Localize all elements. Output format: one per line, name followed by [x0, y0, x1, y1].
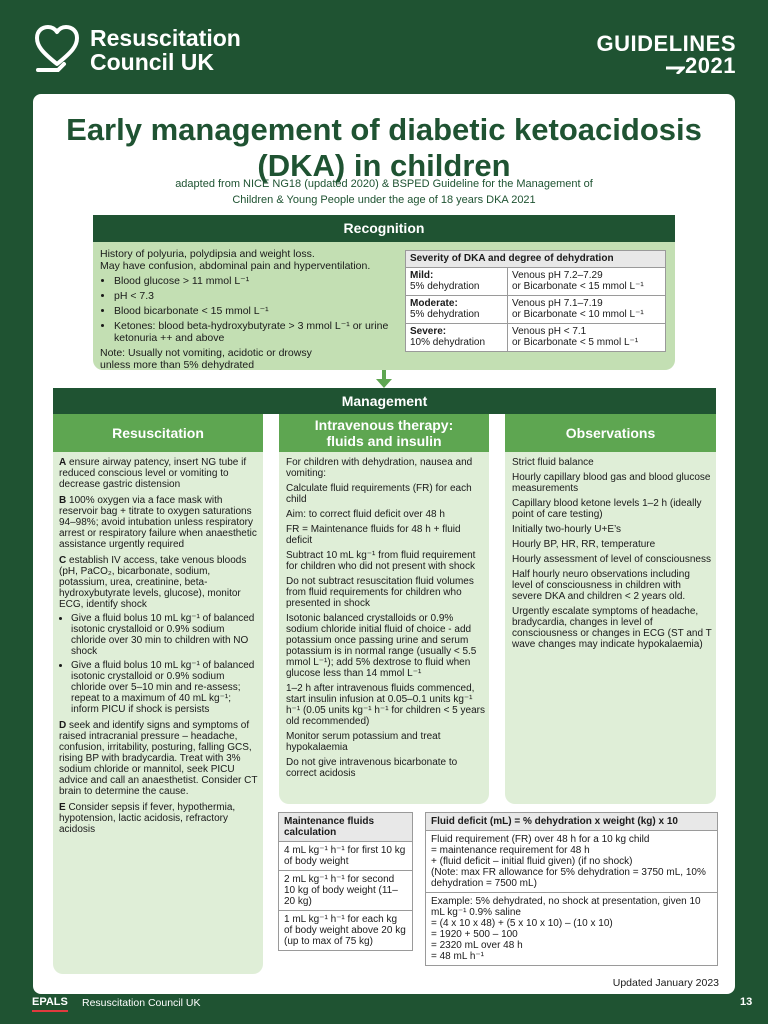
resus-step-a	[59, 457, 259, 490]
iv-paragraph: Subtract 10 mL kg⁻¹ from fluid requirement for children who did not present with shock	[286, 550, 476, 572]
severity-criteria-cell	[508, 267, 666, 295]
epals-logo-underline	[32, 1010, 68, 1012]
deficit-line: = 2320 mL over 48 h	[431, 940, 523, 951]
obs-paragraph: Initially two-hourly U+E’s	[512, 524, 622, 535]
obs-paragraph: Hourly assessment of level of consciousness	[512, 554, 711, 565]
subtitle-line-1: adapted from NICE NG18 (updated 2020) & BSPED Guideline for the Management of	[175, 178, 593, 190]
obs-paragraph: Hourly capillary blood gas and blood glucose measurements	[512, 472, 711, 494]
table-row	[279, 911, 413, 951]
page-number: 13	[740, 996, 753, 1008]
iv-therapy-heading	[279, 414, 489, 452]
management-heading: Management	[53, 388, 716, 414]
recognition-heading: Recognition	[93, 215, 675, 242]
obs-paragraph: Urgently escalate symptoms of headache, bradycardia, changes in level of consciousness or changes in ECG (ST and T wave changes may indicate hypokalaemia)	[512, 606, 712, 650]
maintenance-fluids-table	[278, 812, 413, 951]
severity-criterion: or Bicarbonate < 5 mmol L⁻¹	[512, 337, 639, 348]
step-letter: A	[59, 457, 67, 468]
obs-paragraph: Hourly BP, HR, RR, temperature	[512, 539, 656, 550]
resuscitation-heading: Resuscitation	[53, 414, 263, 452]
deficit-line: = 1920 + 500 – 100	[431, 929, 518, 940]
list-item: • Give a fluid bolus 10 mL kg⁻¹ of balanced isotonic crystalloid or 0.9% sodium chloride over 5–10 min and re-assess; repeat to a maximum of 40 mL kg⁻¹; inform PICU if shock is persists	[71, 660, 259, 715]
deficit-line: Example: 5% dehydrated, no shock at presentation, given 10 mL kg⁻¹ 0.9% saline	[431, 896, 701, 918]
resus-step-c-list	[59, 613, 259, 715]
observations-text	[512, 457, 712, 654]
table-row	[279, 842, 413, 871]
iv-paragraph: Monitor serum potassium and treat hypokalaemia	[286, 731, 441, 753]
org-line-2: Council UK	[90, 49, 214, 75]
iv-paragraph: FR = Maintenance fluids for 48 h + fluid deficit	[286, 524, 461, 546]
guidelines-badge	[597, 33, 736, 77]
severity-level: Mild:	[410, 269, 434, 281]
resus-step-c	[59, 555, 259, 610]
iv-heading-line-1: Intravenous therapy:	[314, 417, 454, 433]
list-item: • Blood bicarbonate < 15 mmol L⁻¹	[114, 305, 400, 317]
maintenance-table-header: Maintenance fluids calculation	[279, 813, 413, 842]
severity-level: Severe:	[410, 325, 447, 337]
severity-level: Moderate:	[410, 297, 458, 309]
deficit-table-header: Fluid deficit (mL) = % dehydration x weight (kg) x 10	[426, 813, 718, 831]
iv-paragraph: Calculate fluid requirements (FR) for each child	[286, 483, 472, 505]
guidelines-year-text: 2021	[685, 53, 736, 78]
title-line-2: (DKA) in children	[257, 148, 511, 183]
step-letter: C	[59, 555, 67, 566]
resus-step-d	[59, 720, 259, 797]
iv-paragraph: Aim: to correct fluid deficit over 48 h	[286, 509, 445, 520]
resuscitation-text	[59, 457, 259, 840]
list-item: • Blood glucose > 11 mmol L⁻¹	[114, 275, 400, 287]
iv-heading-line-2: fluids and insulin	[326, 433, 442, 449]
table-row	[406, 295, 666, 323]
fluid-deficit-table	[425, 812, 718, 966]
guidelines-year	[597, 55, 736, 77]
maintenance-cell: 1 mL kg⁻¹ h⁻¹ for each kg of body weight above 20 kg (up to max of 75 kg)	[279, 911, 413, 951]
step-text: ensure airway patency, insert NG tube if reduced conscious level or vomiting to decrease gastric distension	[59, 457, 247, 490]
step-text: Consider sepsis if fever, hypothermia, hypotension, lactic acidosis, refractory acidosis	[59, 802, 236, 835]
severity-dehydration: 10% dehydration	[410, 337, 486, 348]
maintenance-cell: 2 mL kg⁻¹ h⁻¹ for second 10 kg of body weight (11–20 kg)	[279, 871, 413, 911]
table-row	[426, 831, 718, 893]
deficit-line: Fluid requirement (FR) over 48 h for a 10 kg child	[431, 834, 650, 845]
deficit-line: + (fluid deficit – initial fluid given) (if no shock)	[431, 856, 633, 867]
recognition-list	[100, 275, 400, 344]
recognition-intro-1: History of polyuria, polydipsia and weight loss.	[100, 248, 315, 260]
severity-dehydration: 5% dehydration	[410, 309, 480, 320]
severity-table	[405, 250, 666, 352]
iv-paragraph: Do not give intravenous bicarbonate to correct acidosis	[286, 757, 458, 779]
severity-criteria-cell	[508, 295, 666, 323]
title-line-1: Early management of diabetic ketoacidosis	[66, 112, 702, 147]
page-title	[33, 112, 735, 184]
recognition-intro-2: May have confusion, abdominal pain and hyperventilation.	[100, 260, 371, 272]
iv-paragraph: Isotonic balanced crystalloids or 0.9% sodium chloride initial fluid of choice - add potassium once passing urine and serum potassium is in normal range (usually < 5.5 mmol L⁻¹); add 5% dextrose to fluid when glucose less than 14 mmol L⁻¹	[286, 613, 477, 679]
step-text: 100% oxygen via a face mask with reservoir bag + titrate to oxygen saturations 94–98%; avoid intubation unless respiratory arrest or respiratory failure when anaesthetic assistance urgently required	[59, 495, 257, 550]
deficit-requirement-cell	[426, 831, 718, 893]
arrow-down-icon	[375, 370, 393, 388]
step-letter: B	[59, 495, 67, 506]
severity-table-header: Severity of DKA and degree of dehydration	[406, 251, 666, 268]
recognition-text	[100, 248, 400, 371]
table-row	[406, 323, 666, 351]
severity-criterion: Venous pH 7.2–7.29	[512, 269, 603, 281]
table-row	[279, 871, 413, 911]
step-text: seek and identify signs and symptoms of raised intracranial pressure – headache, confusion, irritability, posturing, falling GCS, rising BP with bradycardia. Treat with 3% sodium chloride or mannitol, seek PICU advice and call an anaesthetist. Consider CT brain to determine the cause.	[59, 720, 258, 797]
iv-therapy-text	[286, 457, 486, 783]
obs-paragraph: Half hourly neuro observations including level of consciousness in children with severe DKA and children < 2 years old.	[512, 569, 690, 602]
severity-criterion: or Bicarbonate < 10 mmol L⁻¹	[512, 309, 644, 320]
severity-dehydration: 5% dehydration	[410, 281, 480, 292]
severity-level-cell	[406, 267, 508, 295]
iv-paragraph: For children with dehydration, nausea and vomiting:	[286, 457, 473, 479]
severity-criterion: or Bicarbonate < 15 mmol L⁻¹	[512, 281, 644, 292]
subtitle-line-2: Children & Young People under the age of 18 years DKA 2021	[232, 193, 536, 206]
severity-level-cell	[406, 295, 508, 323]
severity-level-cell	[406, 323, 508, 351]
step-letter: D	[59, 720, 67, 731]
subtitle	[140, 177, 628, 208]
list-item: • Ketones: blood beta-hydroxybutyrate > 3 mmol L⁻¹ or urine ketonuria ++ and above	[114, 320, 400, 344]
deficit-line: = 48 mL h⁻¹	[431, 951, 484, 962]
table-row	[406, 267, 666, 295]
org-line-1: Resuscitation	[90, 25, 241, 51]
iv-paragraph: 1–2 h after intravenous fluids commenced, start insulin infusion at 0.05–0.1 units kg⁻¹ h⁻¹ (0.05 units kg⁻¹ h⁻¹ for children < 5 years old recommended)	[286, 683, 485, 727]
organisation-name	[90, 26, 241, 74]
maintenance-cell: 4 mL kg⁻¹ h⁻¹ for first 10 kg of body weight	[279, 842, 413, 871]
step-text: establish IV access, take venous bloods (pH, PaCO₂, bicarbonate, sodium, potassium, urea, creatinine, beta-hydroxybutyrate levels, glucose), monitor ECG, identify shock	[59, 555, 247, 610]
updated-date: Updated January 2023	[612, 977, 719, 989]
epals-logo: EPALS	[32, 996, 68, 1008]
iv-paragraph: Do not subtract resuscitation fluid volumes from fluid requirements for children who presented in shock	[286, 576, 474, 609]
resus-step-b	[59, 495, 259, 550]
obs-paragraph: Strict fluid balance	[512, 457, 594, 468]
severity-criteria-cell	[508, 323, 666, 351]
table-row	[426, 893, 718, 966]
severity-criterion: Venous pH 7.1–7.19	[512, 297, 603, 309]
recognition-note-1: Note: Usually not vomiting, acidotic or drowsy	[100, 347, 312, 359]
footer-organisation: Resuscitation Council UK	[82, 997, 201, 1009]
guidelines-label: GUIDELINES	[596, 31, 736, 56]
observations-heading: Observations	[505, 414, 716, 452]
deficit-line: = (4 x 10 x 48) + (5 x 10 x 10) – (10 x 10)	[431, 918, 613, 929]
deficit-line: (Note: max FR allowance for 5% dehydration = 3750 mL, 10% dehydration = 7500 mL)	[431, 867, 706, 889]
check-icon	[665, 60, 685, 74]
severity-criterion: Venous pH < 7.1	[512, 325, 587, 337]
recognition-note-2: unless more than 5% dehydrated	[100, 359, 255, 371]
deficit-example-cell	[426, 893, 718, 966]
deficit-line: = maintenance requirement for 48 h	[431, 845, 590, 856]
resus-step-e	[59, 802, 259, 835]
step-letter: E	[59, 802, 66, 813]
list-item: • Give a fluid bolus 10 mL kg⁻¹ of balanced isotonic crystalloid or 0.9% sodium chloride over 30 min to children with NO shock	[71, 613, 259, 657]
list-item: • pH < 7.3	[114, 290, 400, 302]
heart-check-logo-icon	[34, 24, 80, 74]
obs-paragraph: Capillary blood ketone levels 1–2 h (ideally point of care testing)	[512, 498, 702, 520]
